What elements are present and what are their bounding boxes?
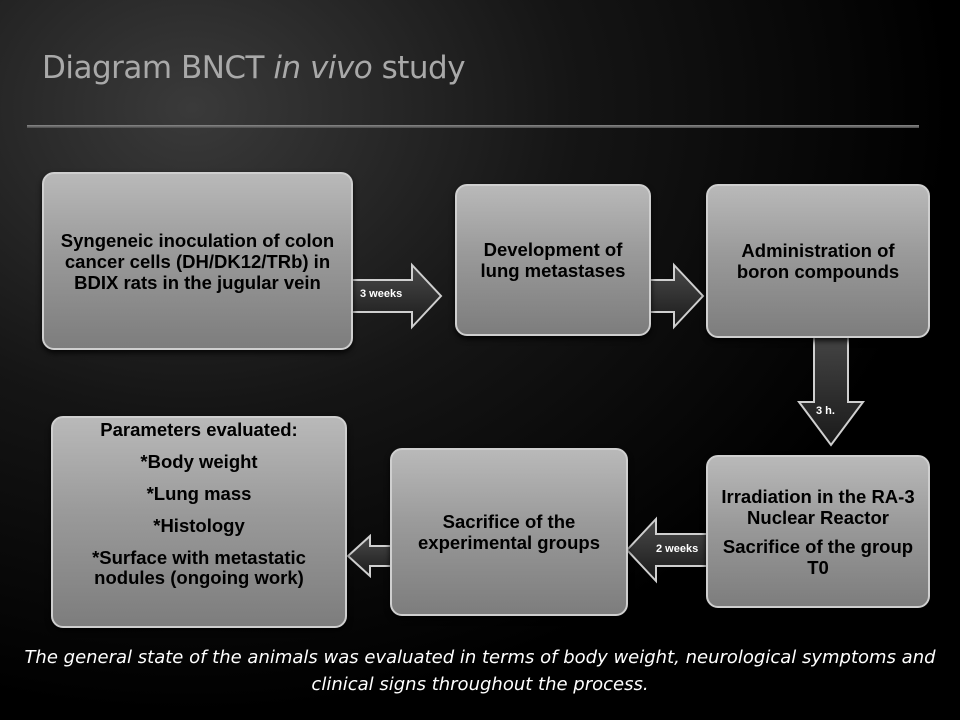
arrow-label-3-weeks: 3 weeks xyxy=(360,288,403,300)
box-irradiation-title: Irradiation in the RA-3 Nuclear Reactor xyxy=(721,485,915,528)
arrow-label-2-weeks: 2 weeks xyxy=(656,543,699,555)
box-inoculation xyxy=(42,172,353,350)
box-inoculation-text: Syngeneic inoculation of colon cancer cells (DH/DK12/TRb) in BDIX rats in the jugular vein xyxy=(60,229,335,293)
box-administration-text: Administration of boron compounds xyxy=(736,240,900,282)
parameter-item: *Histology xyxy=(153,515,245,536)
box-development xyxy=(455,184,651,336)
arrow-label-3-hours: 3 h. xyxy=(816,405,835,417)
parameter-item: *Surface with metastatic nodules (ongoing work) xyxy=(92,547,306,588)
title-divider xyxy=(27,125,919,128)
box-administration xyxy=(706,184,930,338)
arrow-3-hours xyxy=(796,320,866,448)
title-end: study xyxy=(372,50,466,86)
box-parameters xyxy=(51,416,347,628)
box-irradiation-sub: Sacrifice of the group T0 xyxy=(722,535,914,578)
parameter-item: *Lung mass xyxy=(146,483,252,504)
slide-title xyxy=(42,50,465,86)
box-sacrifice xyxy=(390,448,628,616)
footer-note: The general state of the animals was evaluated in terms of body weight, neurological symptoms and clinical signs throughout the process. xyxy=(24,647,936,695)
parameters-heading: Parameters evaluated: xyxy=(100,419,298,440)
box-development-text: Development of lung metastases xyxy=(480,239,626,281)
box-sacrifice-text: Sacrifice of the experimental groups xyxy=(418,511,600,553)
arrow-left-small xyxy=(346,534,394,578)
title-plain: Diagram BNCT xyxy=(42,50,274,86)
title-italic: in vivo xyxy=(273,50,373,86)
parameter-item: *Body weight xyxy=(140,451,258,472)
box-irradiation xyxy=(706,455,930,608)
